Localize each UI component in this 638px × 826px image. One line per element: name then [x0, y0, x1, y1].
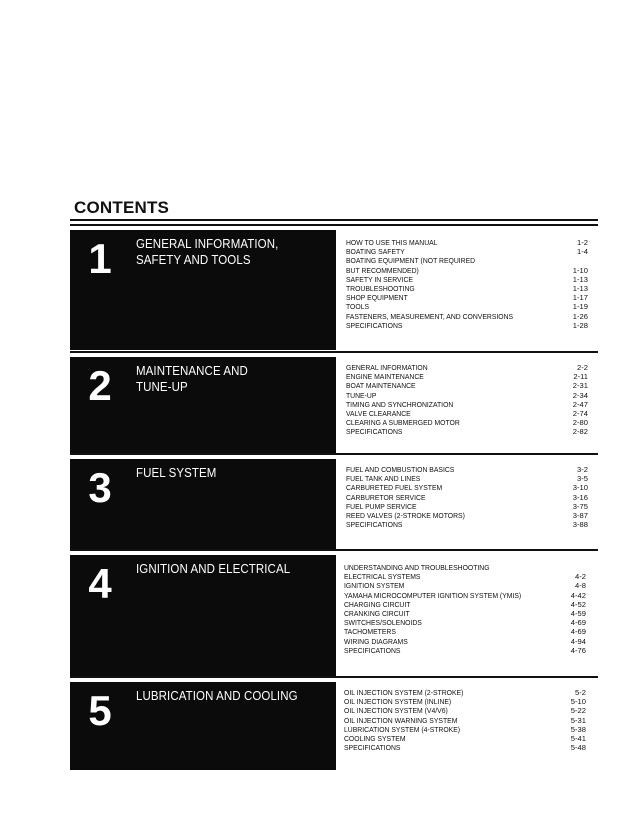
toc-entry-title: SWITCHES/SOLENOIDS	[344, 618, 422, 628]
toc-entry[interactable]	[346, 400, 588, 409]
toc-entry-page: 3-2	[577, 465, 588, 474]
toc-entry-page: 1-13	[572, 283, 588, 293]
toc-list	[346, 238, 588, 330]
toc-entry[interactable]	[346, 363, 588, 372]
section-title-line: TUNE-UP	[136, 380, 188, 394]
toc-entry-page: 2-34	[572, 390, 588, 400]
toc-entry[interactable]	[346, 391, 588, 400]
section-banner	[70, 357, 336, 453]
toc-entry-title: CRANKING CIRCUIT	[344, 608, 410, 618]
section-title	[136, 688, 298, 704]
section-divider	[70, 676, 598, 678]
section-title-line: MAINTENANCE AND	[136, 364, 248, 378]
toc-entry-title: SAFETY IN SERVICE	[346, 274, 413, 284]
toc-entry-title: GENERAL INFORMATION	[346, 363, 428, 372]
toc-list	[344, 563, 586, 655]
toc-list	[346, 363, 588, 437]
toc-entry-page: 4-76	[570, 645, 586, 655]
section-number-box	[74, 357, 126, 453]
toc-entry[interactable]	[346, 483, 588, 492]
toc-entry[interactable]	[346, 247, 588, 256]
section-banner	[70, 682, 336, 770]
title-divider	[70, 219, 598, 221]
toc-entry-title: YAMAHA MICROCOMPUTER IGNITION SYSTEM (YMIS)	[344, 590, 522, 600]
toc-entry-page: 1-4	[577, 247, 588, 257]
toc-entry-title: FASTENERS, MEASUREMENT, AND CONVERSIONS	[346, 311, 514, 321]
toc-entry-title: REED VALVES (2-STROKE MOTORS)	[346, 510, 465, 520]
section-divider	[70, 549, 598, 551]
toc-entry-title: SPECIFICATIONS	[346, 320, 403, 330]
toc-entry-page: 2-47	[572, 399, 588, 409]
toc-entry-page: 3-5	[577, 474, 588, 484]
toc-entry-title: WIRING DIAGRAMS	[344, 636, 408, 646]
toc-entry-page: 4-2	[575, 572, 586, 582]
section-divider	[70, 224, 598, 226]
toc-entry-title: LUBRICATION SYSTEM (4-STROKE)	[344, 724, 461, 734]
toc-entry-page: 2-80	[572, 418, 588, 428]
toc-entry-page: 4-8	[575, 581, 586, 591]
section-banner	[70, 459, 336, 551]
section-title-line: FUEL SYSTEM	[136, 466, 217, 480]
section-title	[136, 363, 248, 395]
toc-entry-title: FUEL PUMP SERVICE	[346, 501, 417, 511]
toc-list	[346, 465, 588, 529]
section-3	[70, 453, 598, 553]
toc-entry[interactable]	[344, 572, 586, 581]
toc-entry-page: 4-52	[570, 599, 586, 609]
section-title	[136, 561, 290, 577]
toc-entry-title: BOAT MAINTENANCE	[346, 381, 416, 391]
toc-entry[interactable]	[344, 697, 586, 706]
section-number-box	[74, 682, 126, 770]
section-title-line: SAFETY AND TOOLS	[136, 253, 251, 267]
section-1	[70, 224, 598, 352]
toc-entry[interactable]	[346, 238, 588, 247]
toc-entry-title: CLEARING A SUBMERGED MOTOR	[346, 418, 460, 428]
section-banner	[70, 555, 336, 677]
toc-entry-title: FUEL TANK AND LINES	[346, 474, 421, 484]
toc-entry-title: FUEL AND COMBUSTION BASICS	[346, 465, 455, 474]
toc-entry-page: 2-74	[572, 408, 588, 418]
toc-entry-title: BOATING EQUIPMENT (NOT REQUIRED	[346, 256, 476, 266]
toc-entry-page: 4-69	[570, 618, 586, 628]
toc-entry[interactable]	[344, 725, 586, 734]
toc-entry[interactable]	[344, 706, 586, 715]
toc-entry[interactable]	[346, 284, 588, 293]
section-number: 3	[88, 464, 112, 511]
toc-entry-page: 5-48	[570, 743, 586, 753]
toc-entry[interactable]	[346, 275, 588, 284]
toc-entry-page: 2-11	[573, 372, 588, 382]
toc-entry-title: TIMING AND SYNCHRONIZATION	[346, 399, 454, 409]
toc-entry[interactable]	[346, 520, 588, 529]
toc-entry-page: 5-41	[570, 733, 586, 743]
toc-entry-page: 3-88	[572, 520, 588, 530]
toc-entry-title: BOATING SAFETY	[346, 247, 405, 257]
toc-entry-title: SPECIFICATIONS	[346, 520, 403, 530]
toc-entry-title: CARBURETOR SERVICE	[346, 492, 426, 502]
toc-entry-title: OIL INJECTION SYSTEM (V4/V6)	[344, 706, 448, 716]
toc-entry-title: TACHOMETERS	[344, 627, 396, 637]
toc-entry[interactable]	[344, 618, 586, 627]
toc-entry-title: COOLING SYSTEM	[344, 733, 406, 743]
toc-entry[interactable]	[344, 563, 586, 572]
toc-entry-page: 4-42	[570, 590, 586, 600]
toc-entry[interactable]	[346, 409, 588, 418]
section-title-line: GENERAL INFORMATION,	[136, 237, 279, 251]
toc-entry-page: 1-26	[572, 311, 588, 321]
section-divider	[70, 351, 598, 353]
toc-entry-page: 5-10	[570, 697, 586, 707]
section-number-box	[74, 459, 126, 551]
toc-entry[interactable]	[344, 637, 586, 646]
toc-entry-title: ENGINE MAINTENANCE	[346, 372, 424, 382]
toc-list	[344, 688, 586, 752]
section-number: 4	[88, 560, 112, 607]
toc-entry[interactable]	[346, 293, 588, 302]
toc-entry-page: 3-75	[572, 501, 588, 511]
toc-entry[interactable]	[346, 418, 588, 427]
toc-entry-title: OIL INJECTION SYSTEM (INLINE)	[344, 697, 452, 707]
toc-entry-page: 5-22	[570, 706, 586, 716]
section-banner	[70, 230, 336, 350]
toc-entry-title: UNDERSTANDING AND TROUBLESHOOTING	[344, 563, 490, 572]
toc-entry-page: 3-87	[572, 510, 588, 520]
toc-entry[interactable]	[344, 627, 586, 636]
toc-entry-title: SHOP EQUIPMENT	[346, 293, 408, 303]
section-4	[70, 549, 598, 679]
toc-entry-page: 4-69	[570, 627, 586, 637]
toc-entry-page: 1-10	[572, 265, 588, 275]
toc-entry-page: 4-94	[570, 636, 586, 646]
section-2	[70, 351, 598, 455]
toc-entry-page: 3-16	[572, 492, 588, 502]
toc-entry-title: IGNITION SYSTEM	[344, 581, 405, 591]
toc-entry-title: TROUBLESHOOTING	[346, 283, 415, 293]
toc-entry[interactable]	[344, 716, 586, 725]
toc-entry-page: 2-2	[577, 363, 588, 372]
toc-entry-page: 1-13	[572, 274, 588, 284]
toc-entry[interactable]	[346, 302, 588, 311]
section-number: 1	[88, 235, 112, 282]
section-5	[70, 676, 598, 772]
toc-entry[interactable]	[346, 427, 588, 436]
toc-entry-title: SPECIFICATIONS	[346, 427, 403, 437]
toc-entry-page: 1-19	[572, 302, 588, 312]
toc-entry-title: CARBURETED FUEL SYSTEM	[346, 483, 443, 493]
toc-entry-title: HOW TO USE THIS MANUAL	[346, 238, 438, 247]
toc-entry[interactable]	[346, 493, 588, 502]
toc-entry-page: 3-10	[572, 483, 588, 493]
toc-entry-page: 5-38	[570, 724, 586, 734]
toc-entry-title: SPECIFICATIONS	[344, 645, 401, 655]
toc-entry[interactable]	[346, 372, 588, 381]
toc-entry-title: OIL INJECTION WARNING SYSTEM	[344, 715, 458, 725]
toc-entry-title: BUT RECOMMENDED)	[346, 265, 419, 275]
toc-entry[interactable]	[344, 609, 586, 618]
toc-entry[interactable]	[344, 688, 586, 697]
section-divider	[70, 453, 598, 455]
toc-entry[interactable]	[346, 465, 588, 474]
toc-entry-page: 5-2	[575, 688, 586, 697]
toc-entry[interactable]	[346, 321, 588, 330]
toc-entry[interactable]	[344, 743, 586, 752]
toc-entry[interactable]	[346, 381, 588, 390]
section-title	[136, 236, 278, 268]
section-title-line: IGNITION AND ELECTRICAL	[136, 562, 291, 576]
toc-entry[interactable]	[346, 256, 588, 265]
page-title: CONTENTS	[74, 198, 170, 217]
toc-entry[interactable]	[344, 646, 586, 655]
toc-entry-page: 1-17	[572, 293, 588, 303]
toc-entry-page: 5-31	[570, 715, 586, 725]
toc-entry[interactable]	[346, 474, 588, 483]
section-number-box	[74, 555, 126, 677]
toc-entry-page: 4-59	[570, 608, 586, 618]
toc-entry-page: 1-2	[577, 238, 588, 247]
toc-entry[interactable]	[344, 581, 586, 590]
section-number: 5	[88, 687, 112, 734]
section-number: 2	[88, 362, 112, 409]
toc-entry[interactable]	[344, 734, 586, 743]
toc-entry-page: 2-82	[572, 427, 588, 437]
toc-entry-title: TOOLS	[346, 302, 370, 312]
toc-entry-title: OIL INJECTION SYSTEM (2-STROKE)	[344, 688, 464, 697]
toc-entry[interactable]	[346, 266, 588, 275]
toc-entry[interactable]	[346, 511, 588, 520]
toc-entry[interactable]	[344, 600, 586, 609]
toc-entry-title: ELECTRICAL SYSTEMS	[344, 572, 421, 582]
toc-entry[interactable]	[344, 591, 586, 600]
toc-entry-page: 2-31	[572, 381, 588, 391]
toc-entry-title: CHARGING CIRCUIT	[344, 599, 411, 609]
section-number-box	[74, 230, 126, 350]
toc-entry[interactable]	[346, 312, 588, 321]
toc-entry[interactable]	[346, 502, 588, 511]
toc-entry-title: TUNE-UP	[346, 390, 377, 400]
toc-entry-title: SPECIFICATIONS	[344, 743, 401, 753]
toc-entry-page: 1-28	[572, 320, 588, 330]
toc-entry-title: VALVE CLEARANCE	[346, 408, 411, 418]
section-title-line: LUBRICATION AND COOLING	[136, 689, 298, 703]
section-title	[136, 465, 216, 481]
